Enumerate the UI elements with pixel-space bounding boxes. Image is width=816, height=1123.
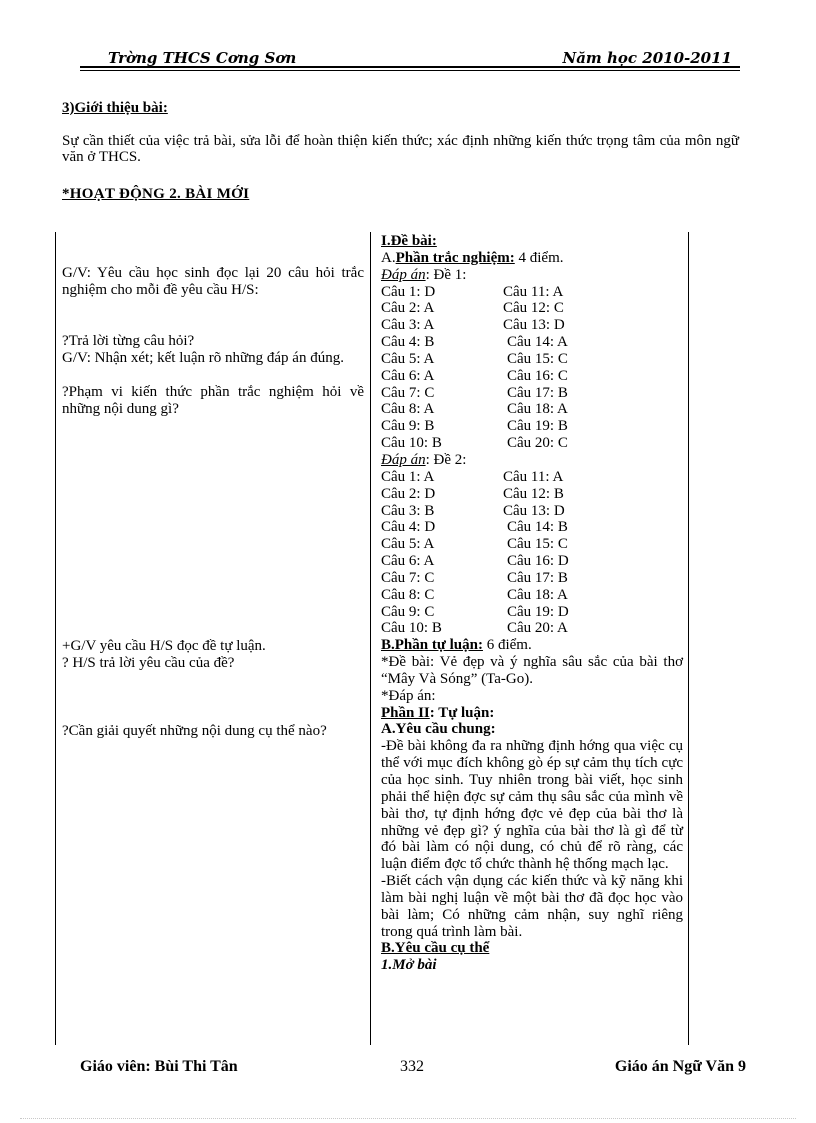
answer-cell: Câu 3: A bbox=[381, 317, 435, 334]
answer-row bbox=[381, 385, 683, 402]
answer-cell: Câu 10: B bbox=[381, 620, 442, 637]
part-b-heading: B.Phần tự luận: 6 điểm. bbox=[381, 637, 532, 654]
answer-cell: Câu 8: A bbox=[381, 401, 435, 418]
answer-cell: Câu 12: B bbox=[503, 485, 564, 502]
answer-cell: Câu 7: C bbox=[381, 384, 435, 401]
answer-key-heading-1: Đáp án: Đề 1: bbox=[381, 266, 467, 283]
answer-cell: Câu 20: C bbox=[507, 435, 568, 452]
question-answer-each: ?Trả lời từng câu hỏi? bbox=[62, 333, 195, 349]
answer-row bbox=[381, 401, 683, 418]
answer-row bbox=[381, 284, 683, 301]
answer-cell: Câu 17: B bbox=[507, 384, 568, 401]
answer-row bbox=[381, 570, 683, 587]
answer-cell: Câu 18: A bbox=[507, 401, 568, 418]
answer-cell: Câu 2: D bbox=[381, 485, 436, 502]
answer-row bbox=[381, 300, 683, 317]
answer-cell: Câu 14: B bbox=[507, 519, 568, 536]
table-border-left bbox=[55, 232, 56, 1045]
answer-cell: Câu 9: C bbox=[381, 603, 435, 620]
answer-cell: Câu 17: B bbox=[507, 569, 568, 586]
footer-plan: Giáo án Ngữ Văn 9 bbox=[614, 1058, 746, 1075]
answer-cell: Câu 9: B bbox=[381, 418, 435, 435]
answer-label: *Đáp án: bbox=[381, 687, 436, 704]
answer-cell: Câu 16: D bbox=[507, 553, 569, 570]
answer-row bbox=[381, 519, 683, 536]
answer-cell: Câu 14: A bbox=[507, 334, 568, 351]
answer-cell: Câu 13: D bbox=[503, 502, 565, 519]
answer-row bbox=[381, 486, 683, 503]
answer-cell: Câu 2: A bbox=[381, 300, 435, 317]
answer-key-heading-2: Đáp án: Đề 2: bbox=[381, 451, 467, 468]
answer-cell: Câu 19: B bbox=[507, 418, 568, 435]
answer-row bbox=[381, 587, 683, 604]
answer-row bbox=[381, 418, 683, 435]
question-essay-requirements: ? H/S trả lời yêu cầu của đề? bbox=[62, 655, 235, 671]
answer-cell: Câu 7: C bbox=[381, 569, 435, 586]
answer-cell: Câu 12: C bbox=[503, 300, 564, 317]
answer-column bbox=[381, 233, 683, 974]
table-border-middle bbox=[370, 232, 371, 1045]
teacher-instruction-2: G/V: Nhận xét; kết luận rõ những đáp án đúng. bbox=[62, 350, 344, 366]
intro-paragraph: Sự cần thiết của việc trả bài, sửa lỗi để hoàn thiện kiến thức; xác định những kiến thức trọng tâm của môn ngữ văn ở THCS. bbox=[62, 133, 739, 165]
question-content: ?Cần giải quyết những nội dung cụ thể nào? bbox=[62, 723, 327, 739]
header-rule-thin bbox=[80, 70, 740, 71]
teacher-instruction-1: G/V: Yêu cầu học sinh đọc lại 20 câu hỏi trắc nghiệm cho mỗi đề yêu cầu H/S: bbox=[62, 265, 364, 298]
answer-row bbox=[381, 536, 683, 553]
school-year: Năm học 2010-2011 bbox=[562, 49, 732, 67]
answer-row bbox=[381, 334, 683, 351]
answer-cell: Câu 13: D bbox=[503, 317, 565, 334]
answer-cell: Câu 5: A bbox=[381, 350, 435, 367]
opening-heading: 1.Mở bài bbox=[381, 957, 437, 974]
answer-row bbox=[381, 620, 683, 637]
answer-row bbox=[381, 317, 683, 334]
answer-cell: Câu 4: D bbox=[381, 519, 436, 536]
answer-row bbox=[381, 368, 683, 385]
activity-title: *HOẠT ĐỘNG 2. BÀI MỚI bbox=[62, 186, 250, 202]
answer-cell: Câu 15: C bbox=[507, 350, 568, 367]
answer-cell: Câu 16: C bbox=[507, 367, 568, 384]
section-title: 3)Giới thiệu bài: bbox=[62, 100, 168, 116]
answer-cell: Câu 8: C bbox=[381, 586, 435, 603]
answer-row bbox=[381, 503, 683, 520]
exam-title: I.Đề bài: bbox=[381, 233, 437, 249]
school-name: Trờng THCS Cơng Sơn bbox=[108, 49, 297, 67]
answer-cell: Câu 4: B bbox=[381, 334, 435, 351]
answer-cell: Câu 11: A bbox=[503, 468, 564, 485]
answer-cell: Câu 15: C bbox=[507, 536, 568, 553]
answer-cell: Câu 10: B bbox=[381, 435, 442, 452]
table-border-right bbox=[688, 232, 689, 1045]
answer-cell: Câu 11: A bbox=[503, 283, 564, 300]
answer-key-1 bbox=[381, 284, 683, 452]
answer-cell: Câu 18: A bbox=[507, 586, 568, 603]
answer-cell: Câu 6: A bbox=[381, 553, 435, 570]
bottom-border bbox=[20, 1118, 796, 1119]
part-two-heading: Phần II: Tự luận: bbox=[381, 704, 495, 721]
page-number: 332 bbox=[400, 1058, 424, 1075]
answer-row bbox=[381, 553, 683, 570]
answer-cell: Câu 1: D bbox=[381, 283, 436, 300]
general-requirements-para-1: -Đề bài không đa ra những định hớng qua việc cụ thể với mục đích không gò ép sự cảm thụ tích cực của học sinh. Tuy nhiên trong bài viết, học sinh phải thể hiện đợc sự cảm thụ sâu sắc của mình về bài thơ, tự định hớng đợc vẻ đẹp của bài thơ là những vẻ đẹp gì? ý nghĩa của bài thơ là gì để từ đó bài làm có nội dung, có chủ để rõ ràng, các luận điểm đợc tổ chức thành hệ thống mạch lạc. bbox=[381, 738, 683, 873]
part-a-heading: A.Phần trắc nghiệm: 4 điểm. bbox=[381, 249, 564, 266]
answer-cell: Câu 3: B bbox=[381, 502, 435, 519]
general-requirements-para-2: -Biết cách vận dụng các kiến thức và kỹ năng khi làm bài nghị luận về một bài thơ đã đọc học vào bài làm; Có những cảm nhận, suy nghĩ riêng trong quá trình làm bài. bbox=[381, 873, 683, 940]
page-header bbox=[80, 47, 740, 67]
essay-prompt: *Đề bài: Vẻ đẹp và ý nghĩa sâu sắc của bài thơ “Mây Và Sóng” (Ta-Go). bbox=[381, 654, 683, 687]
answer-cell: Câu 1: A bbox=[381, 468, 435, 485]
answer-cell: Câu 20: A bbox=[507, 620, 568, 637]
answer-row bbox=[381, 604, 683, 621]
header-rule bbox=[80, 66, 740, 68]
general-requirements-heading: A.Yêu cầu chung: bbox=[381, 721, 496, 738]
answer-row bbox=[381, 469, 683, 486]
answer-row bbox=[381, 435, 683, 452]
answer-row bbox=[381, 351, 683, 368]
footer-teacher: Giáo viên: Bùi Thi Tân bbox=[80, 1058, 238, 1075]
specific-requirements-heading: B.Yêu cầu cụ thể bbox=[381, 940, 490, 957]
question-scope: ?Phạm vi kiến thức phần trắc nghiệm hỏi về những nội dung gì? bbox=[62, 384, 364, 417]
answer-cell: Câu 19: D bbox=[507, 603, 569, 620]
answer-cell: Câu 6: A bbox=[381, 367, 435, 384]
answer-key-2 bbox=[381, 469, 683, 637]
teacher-instruction-3: +G/V yêu cầu H/S đọc đề tự luận. bbox=[62, 638, 266, 654]
answer-cell: Câu 5: A bbox=[381, 536, 435, 553]
